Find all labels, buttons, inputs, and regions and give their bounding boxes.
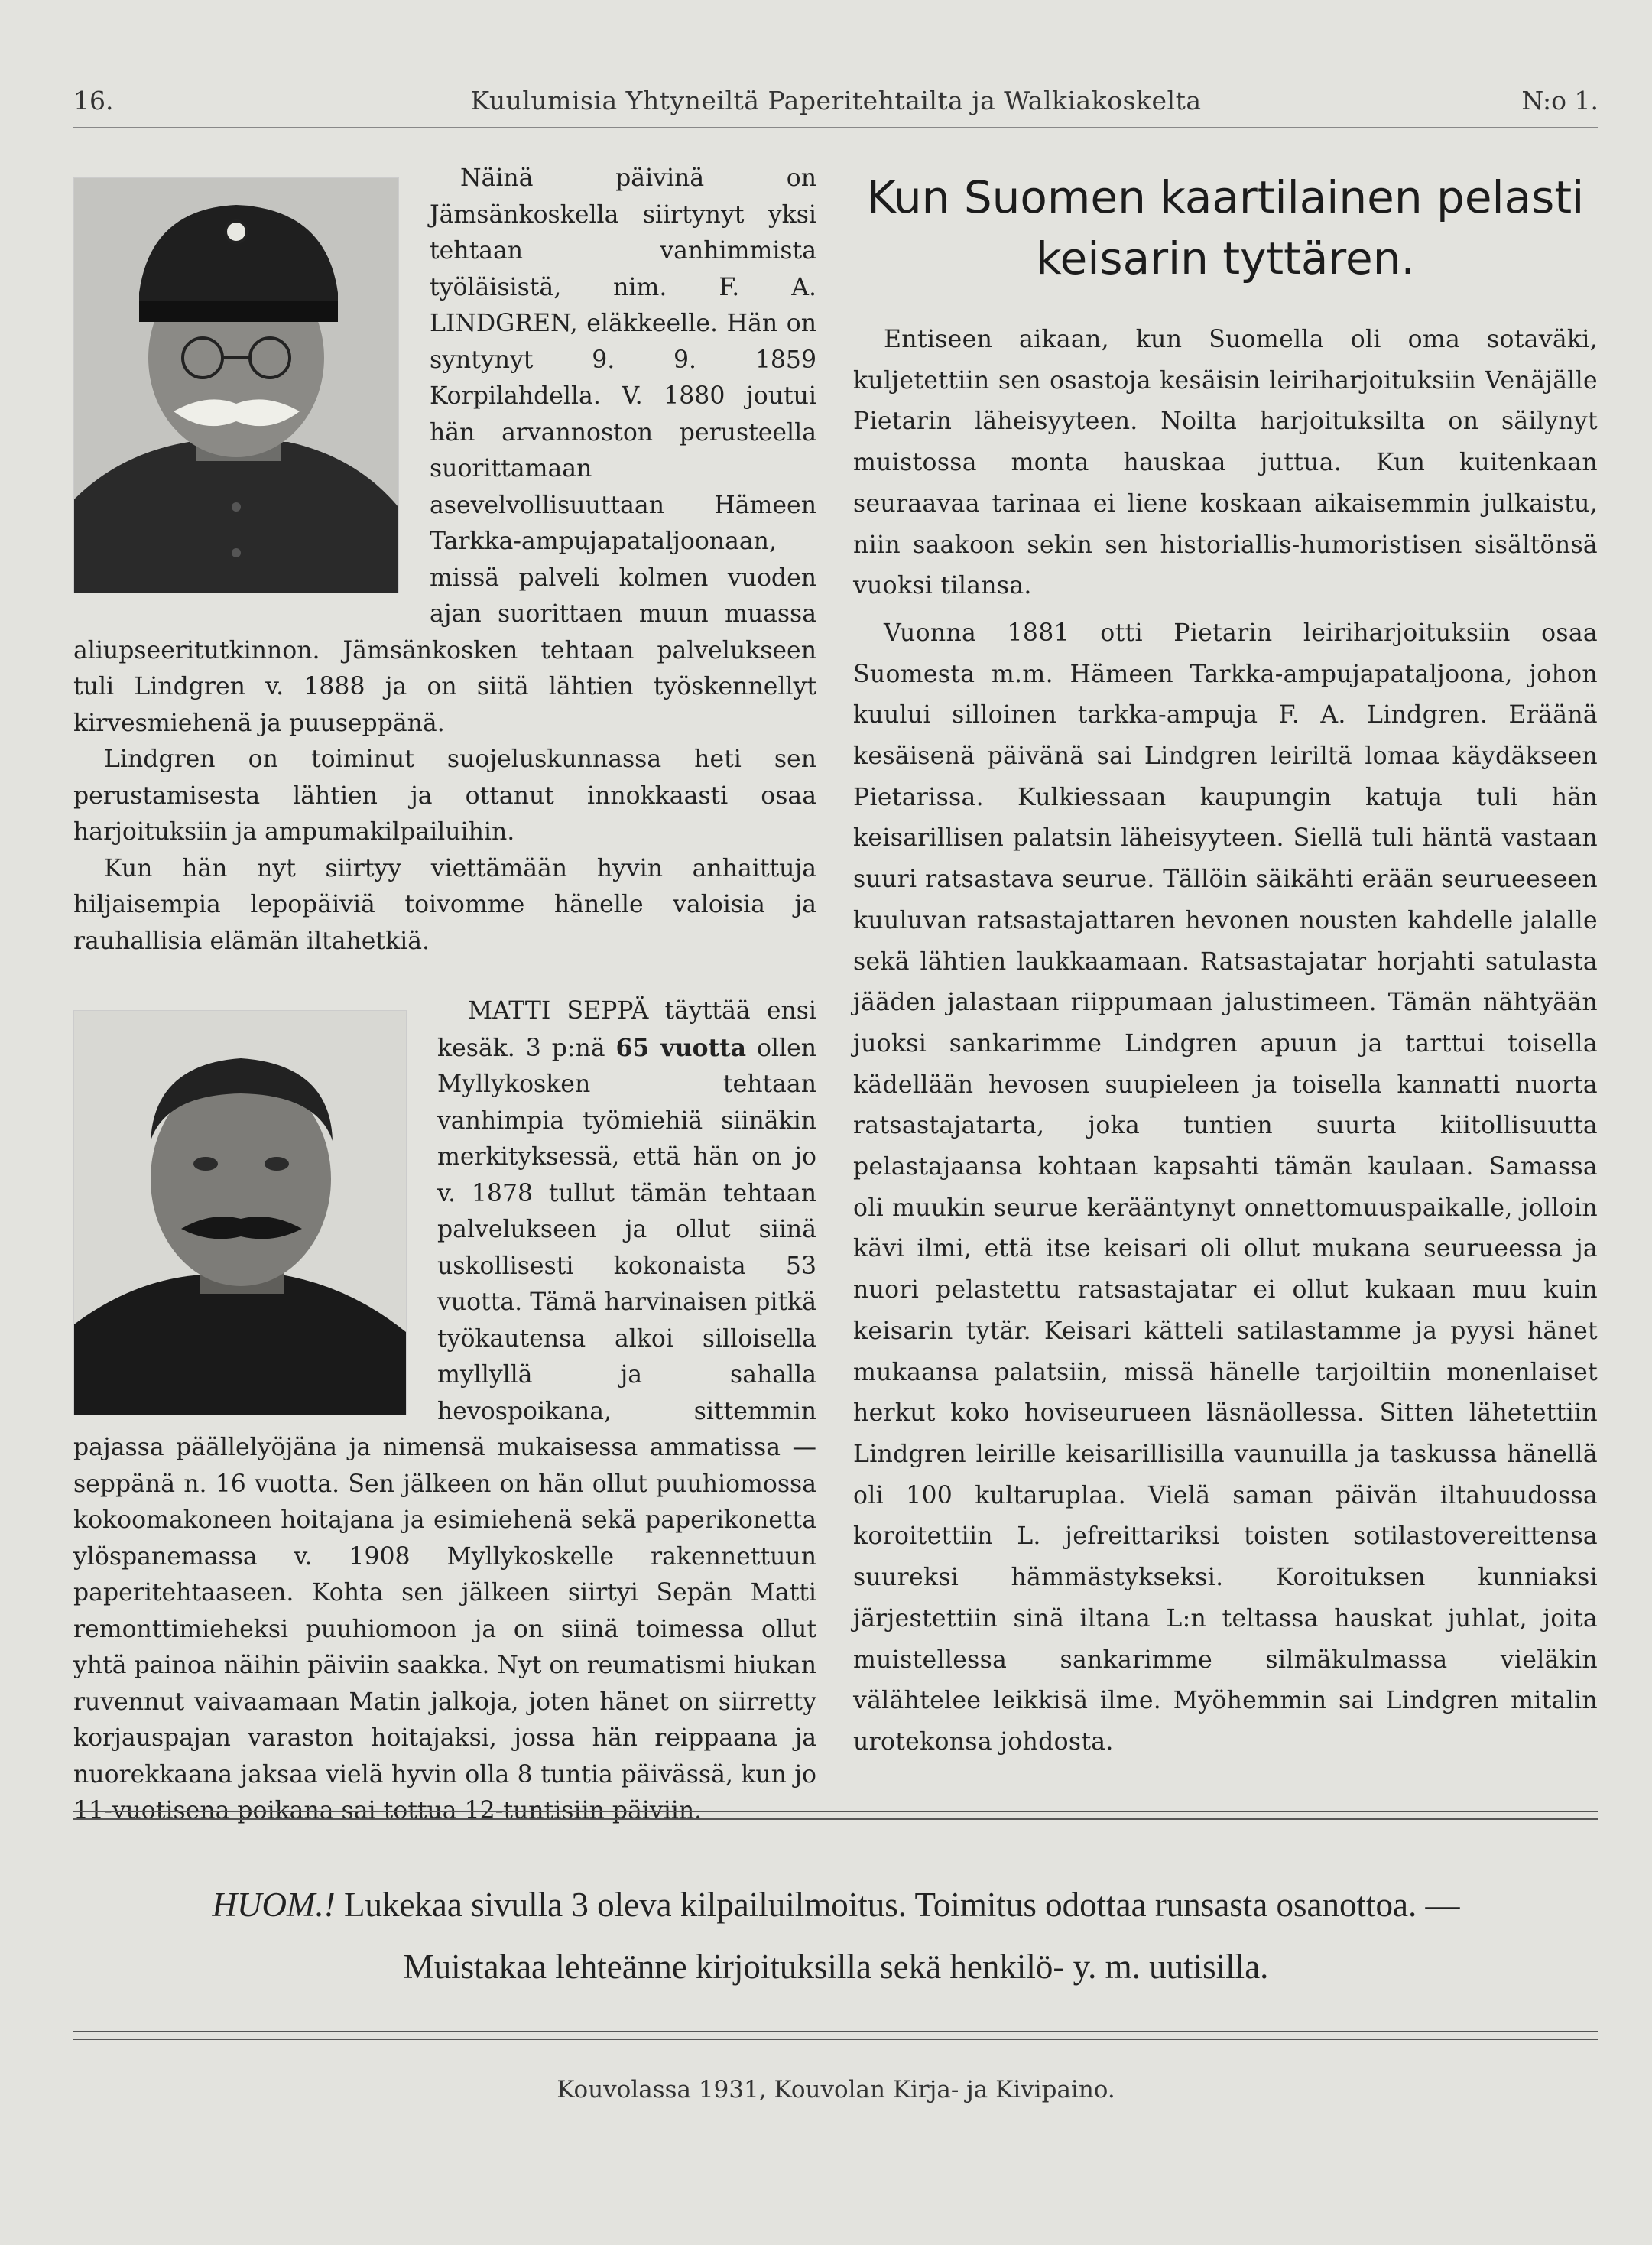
story-title: Kun Suomen kaartilainen pelasti keisarin tyttären. xyxy=(866,171,1585,284)
notice-line-1 xyxy=(73,1885,1598,1925)
notice-text-1: Lukekaa sivulla 3 oleva kilpailuilmoitus. Toimitus odottaa runsasta osanottoa. — xyxy=(335,1886,1460,1924)
notice-line-2: Muistakaa lehteänne kirjoituksilla sekä henkilö- y. m. uutisilla. xyxy=(403,1948,1269,1986)
left-column xyxy=(73,161,816,1830)
printer-imprint: Kouvolassa 1931, Kouvolan Kirja- ja Kivipaino. xyxy=(557,2076,1115,2104)
header-rule xyxy=(73,127,1598,128)
seppa-age: 65 vuotta xyxy=(615,1033,747,1062)
lindgren-paragraph-2: Lindgren on toiminut suojeluskunnassa heti sen perustamisesta lähtien ja ottanut innokkaasti osaa harjoituksiin ja ampumakilpailuihin. xyxy=(73,746,816,846)
story-article xyxy=(853,320,1598,1763)
lindgren-paragraph-1: Näinä päivinä on Jämsänkoskella siirtynyt yksi tehtaan vanhimmista työläisistä, nim. F. A. LINDGREN, eläkkeelle. Hän on syntynyt 9. 9. 1859 Korpilahdella. V. 1880 joutui hän arvannoston perusteella suorittamaan asevelvollisuuttaan Hämeen Tarkka-ampujapataljoonaan, missä palveli kolmen vuoden ajan suorittaen muun muassa aliupseeritutkinnon. Jämsänkosken tehtaan palvelukseen tuli Lindgren v. 1888 ja on siitä lähtien työskennellyt kirvesmiehenä ja puuseppänä. xyxy=(73,164,816,737)
publication-title: Kuulumisia Yhtyneiltä Paperitehtailta ja Walkiakoskelta xyxy=(470,86,1202,115)
notice-label: HUOM.! xyxy=(212,1886,336,1924)
portrait-photo-mustached-man xyxy=(73,1010,407,1415)
seppa-text-1: täyttää ensi kesäk. 3 p:nä xyxy=(437,997,816,1062)
lindgren-paragraph-3: Kun hän nyt siirtyy viettämään hyvin anhaittuja hiljaisempia lepopäiviä toivomme hänelle valoisia ja rauhallisia elämän iltahetkiä. xyxy=(73,854,816,955)
seppa-name: MATTI SEPPÄ xyxy=(468,997,649,1025)
footer-rule-top xyxy=(73,1811,1598,1820)
story-paragraph-2: Vuonna 1881 otti Pietarin leiriharjoituksiin osaa Suomesta m.m. Hämeen Tarkka-ampujapataljoona, johon kuului silloinen tarkka-ampuja F. A. Lindgren. Eräänä kesäisenä päivänä sai Lindgren leiriltä lomaa käydäkseen Pietarissa. Kulkiessaan kaupungin katuja tuli hän keisarillisen palatsin läheisyyteen. Siellä tuli häntä vastaan suuri ratsastava seurue. Tällöin säikähti erään seurueeseen kuuluvan ratsastajattaren hevonen nousten kahdelle jalalle sekä lähtien laukkaamaan. Ratsastajatar horjahti satulasta jääden jalastaan riippumaan jalustimeen. Tämän nähtyään juoksi sankarimme Lindgren apuun ja tarttui toisella kädellään hevosen suupieleen ja toisella kannatti nuorta ratsastajatarta, joka tuntien suurta kiitollisuutta pelastajaansa kohtaan kapsahti tämän kaulaan. Samassa oli muukin seurue kerääntynyt onnettomuuspaikalle, jolloin kävi ilmi, että itse keisari oli ollut mukana seurueessa ja nuori pelastettu ratsastajatar ei ollut kukaan muu kuin keisarin tytär. Keisari kätteli satilastamme ja pyysi hänet mukaansa palatsiin, missä hänelle tarjoiltiin monenlaiset herkut koko hoviseurueen läsnäollessa. Sitten lähetettiin Lindgren leirille keisarillisilla vaunuilla ja taskussa hänellä oli 100 kultaruplaa. Vielä saman päivän iltahuudossa koroitettiin L. jefreittariksi toisten sotilastovereittensa suureksi hämmästykseksi. Koroituksen kunniaksi järjestettiin sinä iltana L:n teltassa hauskat juhlat, joita muistellessa sankarimme silmäkulmassa vieläkin välähtelee leikkisä ilme. Myöhemmin sai Lindgren mitalin urotekonsa johdosta. xyxy=(853,619,1598,1756)
page-number: 16. xyxy=(73,86,114,115)
portrait-photo-uniformed-man xyxy=(73,177,399,593)
seppa-text-2: ollen Myllykosken tehtaan vanhimpia työmiehiä siinäkin merkityksessä, että hän on jo v. 1878 tullut tämän tehtaan palvelukseen ja ollut siinä uskollisesti kokonaista 53 vuotta. Tämä harvinaisen pitkä työkautensa alkoi silloisella myllyllä ja sahalla hevospoikana, sittemmin pajassa päällelyöjäna ja nimensä mukaisessa ammatissa — seppänä n. 16 vuotta. Sen jälkeen on hän ollut puuhiomossa kokoomakoneen hoitajana ja esimiehenä sekä paperikonetta ylöspanemassa v. 1908 Myllykoskelle rakennettuun paperitehtaaseen. Kohta sen jälkeen siirtyi Sepän Matti remonttimieheksi puuhiomoon ja on siinä toimessa ollut yhtä painoa näihin päiviin saakka. Nyt on reumatismi hiukan ruvennut vaivaamaan Matin jalkoja, joten hänet on siirretty korjauspajan varaston hoitajaksi, jossa hän reippaana ja nuorekkaana jaksaa vielä hyvin olla 8 tuntia päivässä, kun jo 11-vuotisena poikana sai tottua 12-tuntisiin päiviin. xyxy=(73,1034,817,1824)
issue-number: N:o 1. xyxy=(1521,86,1598,115)
story-paragraph-1: Entiseen aikaan, kun Suomella oli oma sotaväki, kuljetettiin sen osastoja kesäisin leiriharjoituksiin Venäjälle Pietarin läheisyyteen. Noilta harjoituksilta on säilynyt muistossa monta hauskaa juttua. Kun kuitenkaan seuraavaa tarinaa ei liene koskaan aikaisemmin julkaistu, niin saakoon sekin sen historiallis-humoristisen sisältönsä vuoksi tilansa. xyxy=(853,326,1598,600)
running-header xyxy=(73,86,1598,125)
footer-rule-bottom xyxy=(73,2031,1598,2040)
right-column xyxy=(853,167,1598,1763)
